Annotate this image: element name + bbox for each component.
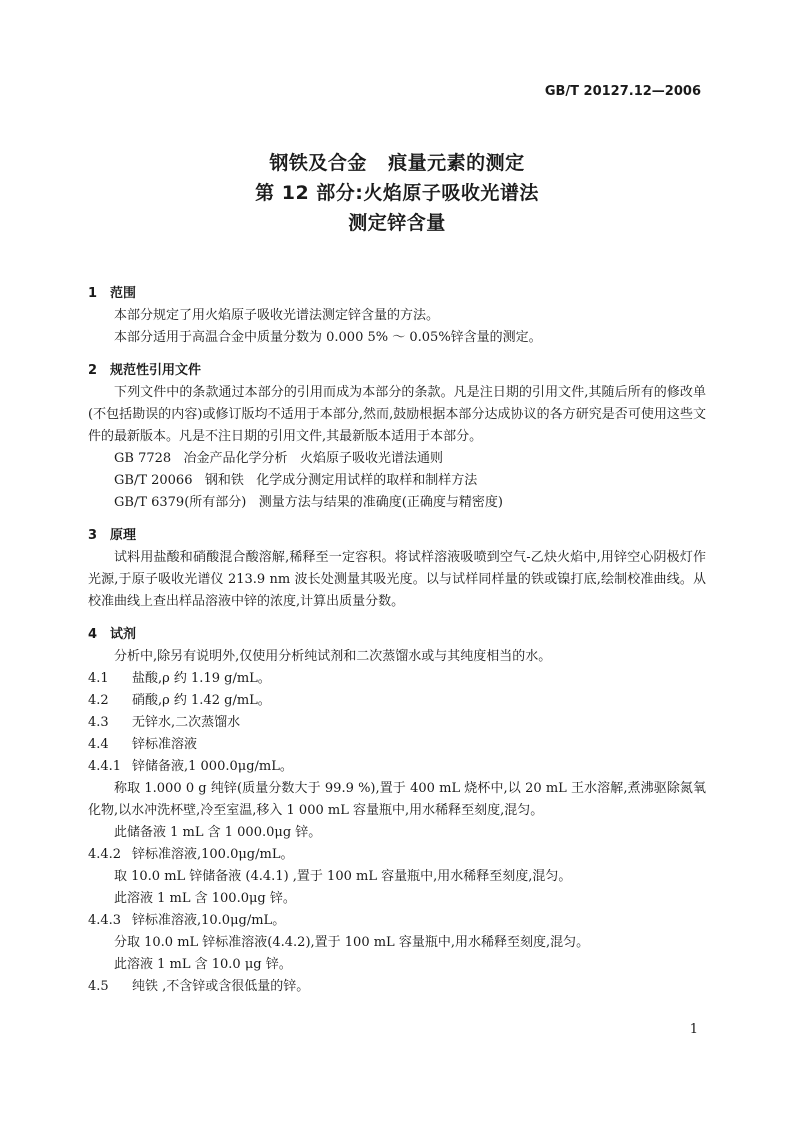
- clause-4-4: [88, 734, 706, 756]
- clause-4-5: [88, 976, 706, 998]
- paragraph: 此溶液 1 mL 含 100.0μg 锌。: [114, 891, 296, 906]
- clause-text: 锌标准溶液,10.0μg/mL。: [132, 913, 286, 928]
- paragraph: 本部分适用于高温合金中质量分数为 0.000 5% ～ 0.05%锌含量的测定。: [114, 330, 542, 345]
- section-4-heading: [88, 624, 706, 646]
- clause-number: 4.3: [88, 715, 109, 730]
- title-line-1: 钢铁及合金 痕量元素的测定: [269, 152, 525, 174]
- page-number: 1: [689, 1022, 698, 1037]
- clause-4-4-2: [88, 844, 706, 866]
- section-title: 试剂: [110, 627, 137, 642]
- standard-number: GB/T 20127.12—2006: [544, 84, 701, 99]
- clause-4-2: [88, 690, 706, 712]
- normative-reference: GB/T 6379(所有部分) 测量方法与结果的准确度(正确度与精密度): [114, 495, 503, 510]
- clause-text: 纯铁 ,不含锌或含很低量的锌。: [132, 979, 310, 994]
- clause-4-4-3: [88, 910, 706, 932]
- clause-text: 锌标准溶液,100.0μg/mL。: [132, 847, 294, 862]
- clause-number: 4.2: [88, 693, 109, 708]
- paragraph: 下列文件中的条款通过本部分的引用而成为本部分的条款。凡是注日期的引用文件,其随后所有的修改单(不包括勘误的内容)或修订版均不适用于本部分,然而,鼓励根据本部分达成协议的各方研究是否可使用这些文件的最新版本。凡是不注日期的引用文件,其最新版本适用于本部分。: [88, 385, 706, 444]
- clause-4-1: [88, 668, 706, 690]
- clause-number: 4.4.3: [88, 913, 122, 928]
- clause-number: 4.5: [88, 979, 109, 994]
- title-line-3: 测定锌含量: [348, 212, 446, 234]
- document-body: [88, 283, 706, 998]
- section-title: 范围: [110, 286, 137, 301]
- clause-text: 硝酸,ρ 约 1.42 g/mL。: [132, 693, 271, 708]
- clause-text: 无锌水,二次蒸馏水: [132, 715, 241, 730]
- paragraph: 取 10.0 mL 锌储备液 (4.4.1) ,置于 100 mL 容量瓶中,用水稀释至刻度,混匀。: [114, 869, 572, 884]
- paragraph: 分析中,除另有说明外,仅使用分析纯试剂和二次蒸馏水或与其纯度相当的水。: [114, 649, 552, 664]
- section-title: 原理: [110, 528, 137, 543]
- clause-text: 锌储备液,1 000.0μg/mL。: [132, 759, 293, 774]
- clause-text: 盐酸,ρ 约 1.19 g/mL。: [132, 671, 271, 686]
- clause-number: 4.4: [88, 737, 109, 752]
- document-title: [0, 148, 794, 238]
- section-2-heading: [88, 360, 706, 382]
- paragraph: 分取 10.0 mL 锌标准溶液(4.4.2),置于 100 mL 容量瓶中,用水稀释至刻度,混匀。: [114, 935, 590, 950]
- paragraph: 此溶液 1 mL 含 10.0 μg 锌。: [114, 957, 292, 972]
- clause-number: 4.1: [88, 671, 109, 686]
- paragraph: 称取 1.000 0 g 纯锌(质量分数大于 99.9 %),置于 400 mL 烧杯中,以 20 mL 王水溶解,煮沸驱除氮氧化物,以水冲洗杯壁,冷至室温,移入 1 000 mL 容量瓶中,用水稀释至刻度,混匀。: [88, 781, 706, 818]
- paragraph: 本部分规定了用火焰原子吸收光谱法测定锌含量的方法。: [114, 308, 440, 323]
- clause-text: 锌标准溶液: [132, 737, 198, 752]
- paragraph: 试料用盐酸和硝酸混合酸溶解,稀释至一定容积。将试样溶液吸喷到空气-乙炔火焰中,用锌空心阴极灯作光源,于原子吸收光谱仪 213.9 nm 波长处测量其吸光度。以与试样同样量的铁或镍打底,绘制校准曲线。从校准曲线上查出样品溶液中锌的浓度,计算出质量分数。: [88, 550, 706, 609]
- clause-number: 4.4.1: [88, 759, 122, 774]
- title-line-2: 第 12 部分:火焰原子吸收光谱法: [255, 182, 539, 204]
- section-title: 规范性引用文件: [110, 363, 202, 378]
- normative-reference: GB 7728 冶金产品化学分析 火焰原子吸收光谱法通则: [114, 451, 443, 466]
- clause-4-4-1: [88, 756, 706, 778]
- normative-reference: GB/T 20066 钢和铁 化学成分测定用试样的取样和制样方法: [114, 473, 478, 488]
- clause-number: 4.4.2: [88, 847, 122, 862]
- section-number: 3: [88, 528, 98, 543]
- section-1-heading: [88, 283, 706, 305]
- section-number: 2: [88, 363, 98, 378]
- section-3-heading: [88, 525, 706, 547]
- section-number: 1: [88, 286, 98, 301]
- section-number: 4: [88, 627, 98, 642]
- clause-4-3: [88, 712, 706, 734]
- paragraph: 此储备液 1 mL 含 1 000.0μg 锌。: [114, 825, 322, 840]
